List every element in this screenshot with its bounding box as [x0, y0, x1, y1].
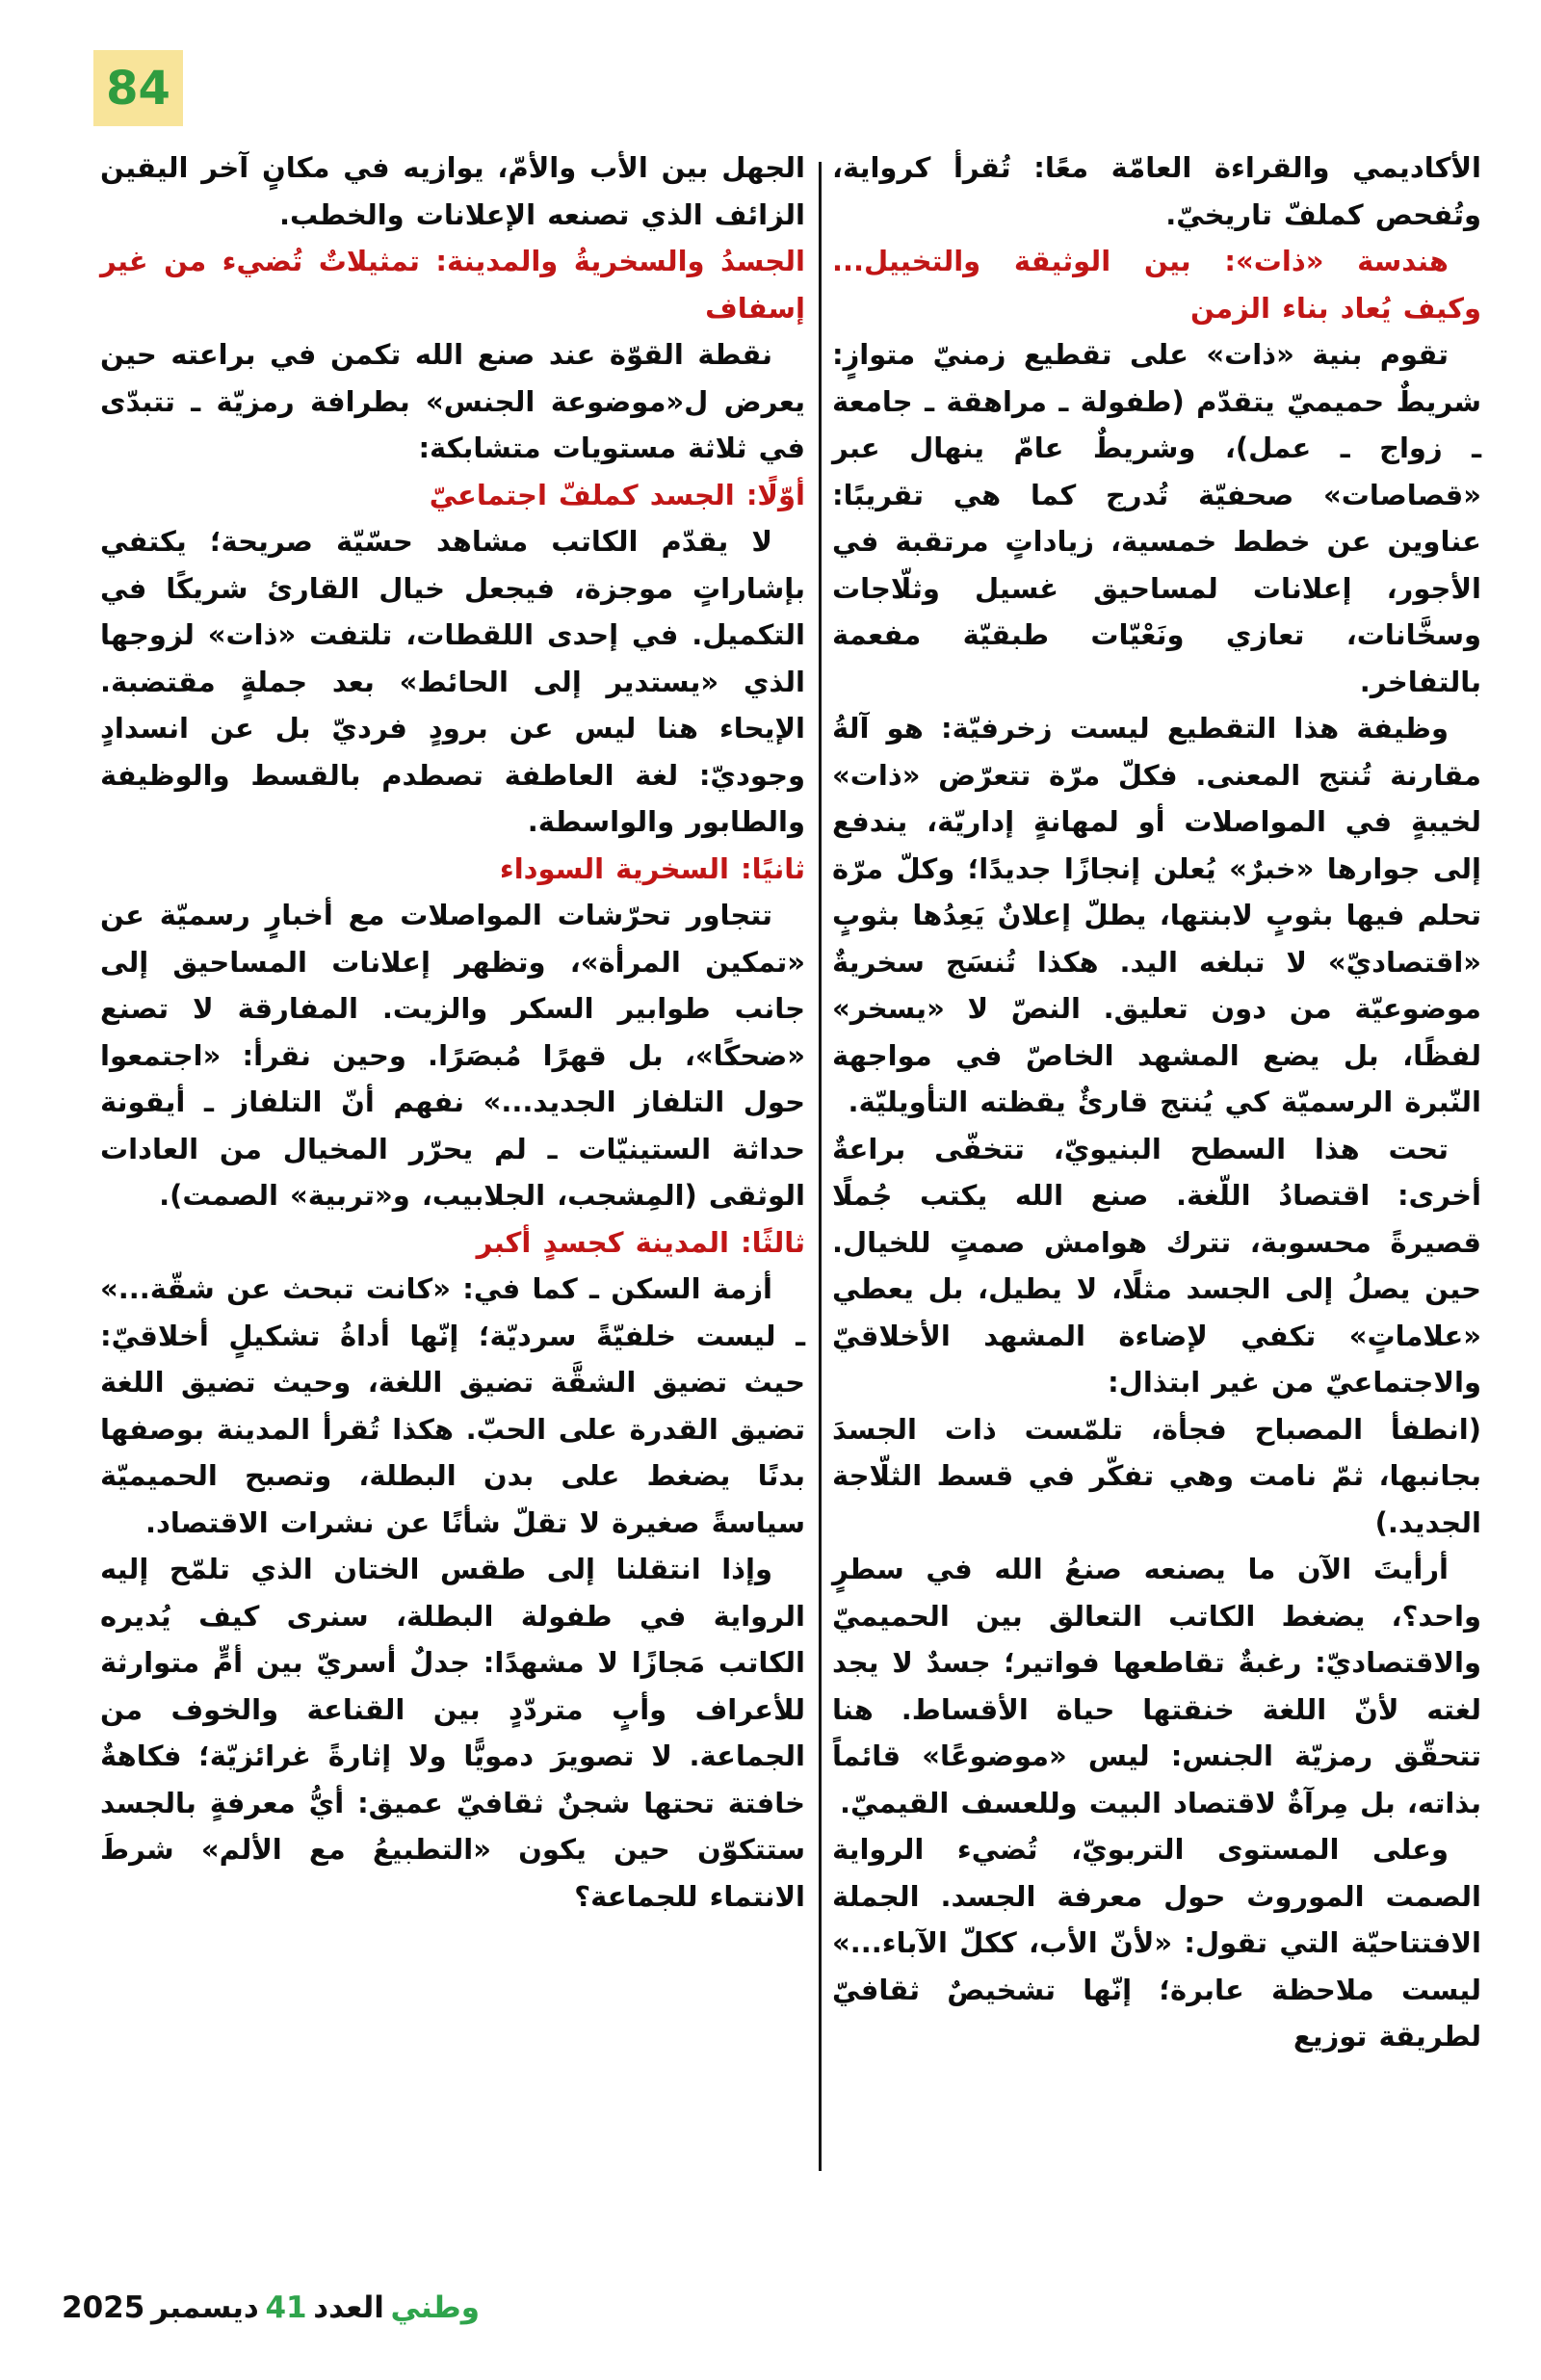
issue-year: 2025: [62, 2290, 145, 2325]
paragraph-continuation: الجهل بين الأب والأمّ، يوازيه في مكانٍ آخر اليقين الزائف الذي تصنعه الإعلانات والخطب.: [100, 151, 805, 231]
page-number-badge: 84: [93, 50, 183, 126]
paragraph: أرأيتَ الآن ما يصنعه صنعُ الله في سطرٍ واحد؟، يضغط الكاتب التعالق بين الحميميّ والاقتصاديّ: رغبةٌ تقاطعها فواتير؛ جسدٌ لا يجد لغته لأنّ اللغة خنقتها حياة الأقساط. هنا تتحقّق رمزيّة الجنس: ليس «موضوعًا» قائماً بذاته، بل مِرآةٌ لاقتصاد البيت وللعسف القيميّ.: [832, 1553, 1481, 1819]
paragraph: أزمة السكن ـ كما في: «كانت تبحث عن شقّة...» ـ ليست خلفيّةً سرديّة؛ إنّها أداةُ تشكيلٍ أخلاقيّ: حيث تضيق الشقَّة تضيق اللغة، وحيث تضيق اللغة تضيق القدرة على الحبّ. هكذا تُقرأ المدينة بوصفها بدنًا يضغط على بدن البطلة، وتصبح الحميميّة سياسةً صغيرة لا تقلّ شأنًا عن نشرات الاقتصاد.: [100, 1272, 805, 1539]
right-text-column: [832, 144, 1481, 2060]
issue-label: العدد: [313, 2290, 384, 2325]
paragraph: وإذا انتقلنا إلى طقس الختان الذي تلمّح إليه الرواية في طفولة البطلة، سنرى كيف يُديره الكاتب مَجازًا لا مشهدًا: جدلٌ أسريّ بين أمٍّ متوارثة للأعراف وأبٍ متردّدٍ بين القناعة والخوف من الجماعة. لا تصويرَ دمويًّا ولا إثارةً غرائزيّة؛ فكاهةٌ خافتة تحتها شجنٌ ثقافيّ عميق: أيُّ معرفةٍ بالجسد ستتكوّن حين يكون «التطبيعُ مع الألم» شرطَ الانتماء للجماعة؟: [100, 1553, 805, 1913]
paragraph: تتجاور تحرّشات المواصلات مع أخبارٍ رسميّة عن «تمكين المرأة»، وتظهر إعلانات المساحيق إلى جانب طوابير السكر والزيت. المفارقة لا تصنع «ضحكًا»، بل قهرًا مُبصَرًا. وحين نقرأ: «اجتمعوا حول التلفاز الجديد...» نفهم أنّ التلفاز ـ أيقونة حداثة الستينيّات ـ لم يحرّر المخيال من العادات الوثقى (المِشجب، الجلابيب، و«تربية» الصمت).: [100, 899, 805, 1212]
paragraph: نقطة القوّة عند صنع الله تكمن في براعته حين يعرض ل«موضوعة الجنس» بطرافة رمزيّة ـ تتبدّى في ثلاثة مستويات متشابكة:: [100, 338, 805, 464]
subsection-heading-third: ثالثًا: المدينة كجسدٍ أكبر: [476, 1225, 805, 1259]
paragraph: تحت هذا السطح البنيويّ، تتخفّى براعةٌ أخرى: اقتصادُ اللّغة. صنع الله يكتب جُملًا قصيرةً محسوبة، تترك هوامش صمتٍ للخيال. حين يصلُ إلى الجسد مثلًا، لا يطيل، بل يعطي «علاماتٍ» تكفي لإضاءة المشهد الأخلاقيّ والاجتماعيّ من غير ابتذال:: [832, 1132, 1481, 1399]
page-footer: [62, 2290, 480, 2325]
paragraph: تقوم بنية «ذات» على تقطيع زمنيّ متوازٍ: شريطٌ حميميّ يتقدّم (طفولة ـ مراهقة ـ جامعة ـ زواج ـ عمل)، وشريطٌ عامّ ينهال عبر «قصاصات» صحفيّة تُدرج كما هي تقريبًا: عناوين عن خطط خمسية، زياداتٍ مرتقبة في الأجور، إعلانات لمساحيق غسيل وثلّاجات وسخَّانات، تعازي ونَعْيّات طبقيّة مفعمة بالتفاخر.: [832, 338, 1481, 698]
issue-number: 41: [265, 2290, 307, 2325]
magazine-name: وطني: [390, 2290, 480, 2325]
subsection-heading-first: أوّلًا: الجسد كملفّ اجتماعيّ: [429, 478, 805, 511]
left-text-column: [100, 144, 805, 1920]
paragraph: وظيفة هذا التقطيع ليست زخرفيّة: هو آلةُ مقارنة تُنتج المعنى. فكلّ مرّة تتعرّض «ذات» لخيبةٍ في المواصلات أو لمهانةٍ إداريّة، يندفع إلى جوارها «خبرٌ» يُعلن إنجازًا جديدًا؛ وكلّ مرّة تحلم فيها بثوبٍ لابنتها، يطلّ إعلانٌ يَعِدُها بثوبٍ «اقتصاديّ» لا تبلغه اليد. هكذا تُنسَج سخريةٌ موضوعيّة من دون تعليق. النصّ لا «يسخر» لفظًا، بل يضع المشهد الخاصّ في مواجهة النّبرة الرسميّة كي يُنتج قارئٌ يقظته التأويليّة.: [832, 712, 1481, 1118]
subsection-heading-second: ثانيًا: السخرية السوداء: [499, 851, 805, 885]
quote-paragraph: (انطفأ المصباح فجأة، تلمّست ذات الجسدَ بجانبها، ثمّ نامت وهي تفكّر في قسط الثلّاجة الجديد.): [832, 1412, 1481, 1539]
paragraph: لا يقدّم الكاتب مشاهد حسّيّة صريحة؛ يكتفي بإشاراتٍ موجزة، فيجعل خيال القارئ شريكًا في التكميل. في إحدى اللقطات، تلتفت «ذات» لزوجها الذي «يستدير إلى الحائط» بعد جملةٍ مقتضبة. الإيحاء هنا ليس عن برودٍ فرديّ بل عن انسدادٍ وجوديّ: لغة العاطفة تصطدم بالقسط والوظيفة والطابور والواسطة.: [100, 525, 805, 838]
section-heading-structure: هندسة «ذات»: بين الوثيقة والتخييل... وكيف يُعاد بناء الزمن: [832, 245, 1481, 325]
paragraph-continuation: الأكاديمي والقراءة العامّة معًا: تُقرأ كرواية، وتُفحص كملفّ تاريخيّ.: [832, 151, 1481, 231]
section-heading-body-satire-city: الجسدُ والسخريةُ والمدينة: تمثيلاتٌ تُضيء من غير إسفاف: [100, 245, 805, 325]
column-divider-rule: [819, 162, 822, 2171]
paragraph: وعلى المستوى التربويّ، تُضيء الرواية الصمت الموروث حول معرفة الجسد. الجملة الافتتاحيّة التي تقول: «لأنّ الأب، ككلّ الآباء...» ليست ملاحظة عابرة؛ إنّها تشخيصٌ ثقافيّ لطريقة توزيع: [832, 1833, 1481, 2053]
issue-month: ديسمبر: [150, 2290, 259, 2325]
